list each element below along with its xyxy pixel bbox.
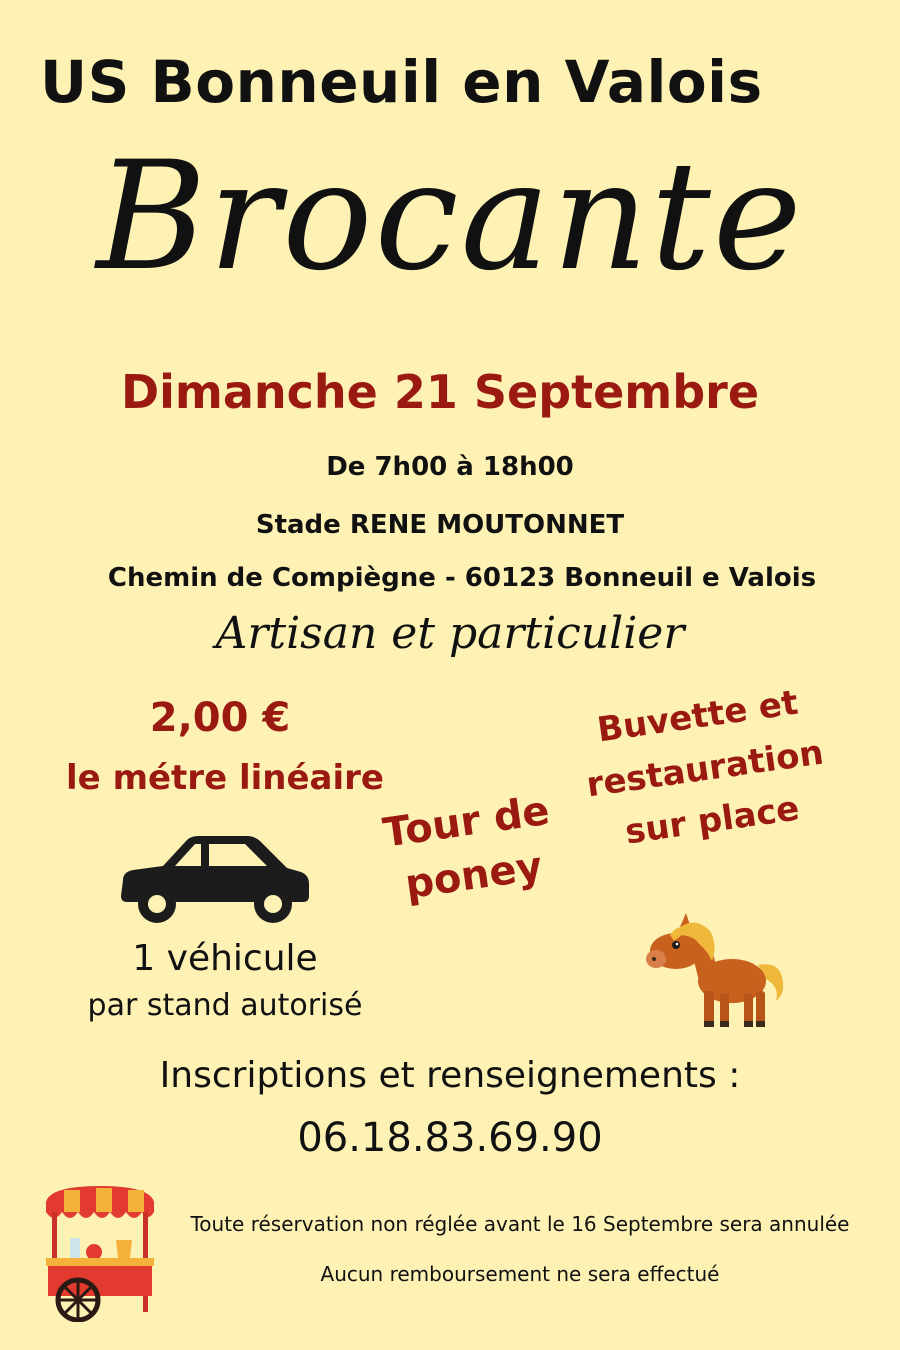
poster-title: Brocante bbox=[96, 130, 804, 304]
event-address: Chemin de Compiègne - 60123 Bonneuil e Valois bbox=[107, 563, 817, 593]
price-unit: le métre linéaire bbox=[66, 758, 384, 798]
car-icon bbox=[115, 832, 315, 926]
notice-no-refund: Aucun remboursement ne sera effectué bbox=[320, 1262, 720, 1286]
club-name: US Bonneuil en Valois bbox=[40, 48, 763, 116]
registration-phone[interactable]: 06.18.83.69.90 bbox=[297, 1115, 603, 1161]
pony-icon bbox=[640, 905, 790, 1035]
price-amount: 2,00 € bbox=[149, 695, 291, 741]
registration-label: Inscriptions et renseignements : bbox=[159, 1055, 741, 1096]
event-venue: Stade RENE MOUTONNET bbox=[255, 510, 625, 540]
pony-ride-line2: poney bbox=[402, 843, 546, 909]
event-date: Dimanche 21 Septembre bbox=[120, 365, 760, 419]
refreshments-line2: restauration bbox=[584, 732, 826, 806]
refreshments-line1: Buvette et bbox=[594, 682, 801, 751]
refreshments-text bbox=[575, 674, 835, 864]
pony-ride-line1: Tour de bbox=[380, 787, 553, 857]
vehicle-rule-line1: 1 véhicule bbox=[132, 938, 318, 979]
vehicle-rule-line2: par stand autorisé bbox=[87, 988, 363, 1023]
pony-ride-text bbox=[378, 784, 561, 915]
food-cart-icon bbox=[40, 1182, 160, 1322]
refreshments-line3: sur place bbox=[622, 788, 802, 853]
participants-type: Artisan et particulier bbox=[215, 608, 685, 659]
event-hours: De 7h00 à 18h00 bbox=[326, 452, 574, 482]
notice-unpaid-reservation: Toute réservation non réglée avant le 16 Septembre sera annulée bbox=[190, 1212, 850, 1236]
